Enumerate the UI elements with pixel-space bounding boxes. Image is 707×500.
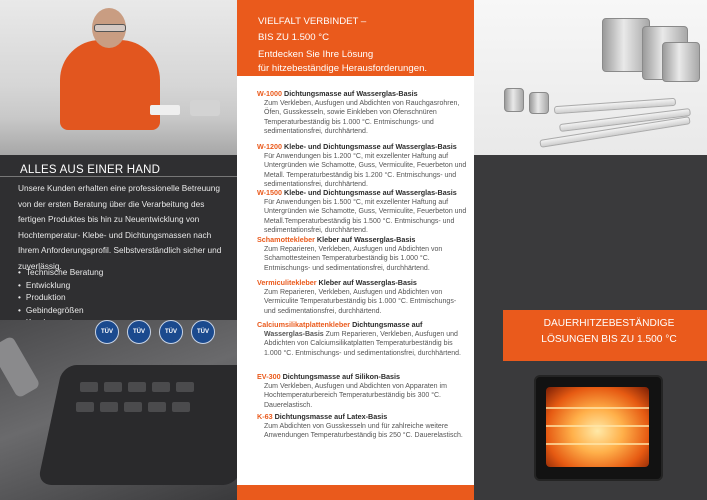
product-code: W-1500 — [257, 188, 283, 197]
product-description: Zum Reparieren, Verkleben, Ausfugen und Abdichten von Calciumsilikatplatten Temperaturbeständig bis 1.000 °C. Entmischungs- und sedimentationsfrei, durchhärtend. — [264, 330, 461, 357]
product-k63 — [257, 412, 469, 441]
product-description: Für Anwendungen bis 1.500 °C, mit exzellenter Haftung auf Untergründen wie Schamotte, Guss, Vermiculite, Feuerbeton und Metall.Temperaturbeständig bis 1.500 °C. Entmischungs- und sedimentationsfrei, durchhärtend. — [264, 198, 467, 235]
product-ev300 — [257, 372, 469, 410]
highlight-line: DAUERHITZEBESTÄNDIGE — [543, 318, 675, 329]
middle-footer-bar — [237, 485, 474, 500]
right-panel — [474, 0, 707, 500]
product-code: EV-300 — [257, 372, 281, 381]
product-title: Klebe- und Dichtungsmasse auf Wasserglas-Basis — [282, 142, 457, 151]
dispensing-photo — [0, 320, 237, 500]
feature-item: • Entwicklung — [18, 279, 103, 292]
product-title: Klebe- und Dichtungsmasse auf Wasserglas-Basis — [282, 188, 457, 197]
product-description: Zum Verkleben, Ausfugen und Abdichten von Apparaten im Hochtemperaturbereich Temperaturbeständig bis 300 °C. Dauerelastisch. — [264, 382, 447, 409]
product-title: Dichtungsmasse auf Latex-Basis — [272, 412, 388, 421]
feature-item: • Technische Beratung — [18, 266, 103, 279]
product-description: Für Anwendungen bis 1.200 °C, mit exzellenter Haftung auf Untergründen wie Schamotte, Guss, Vermiculite, Feuerbeton und Metall. Temperaturbeständig bis 1.200 °C. Entmischungs- und sedimentationsfrei, durchhärtend. — [264, 152, 467, 189]
product-title: Dichtungsmasse auf Wasserglas-Basis — [282, 89, 418, 98]
product-title: Dichtungsmasse auf — [350, 320, 423, 329]
header-line: für hitzebeständige Herausforderungen. — [258, 63, 428, 74]
product-code: K-63 — [257, 412, 273, 421]
product-title: Dichtungsmasse auf Silikon-Basis — [280, 372, 401, 381]
product-code: Schamottekleber — [257, 235, 315, 244]
tuv-badge-icon: TÜV — [191, 320, 215, 344]
product-code: Calciumsilikatplattenkleber — [257, 320, 351, 329]
furnace-photo — [534, 375, 663, 481]
header-line: BIS ZU 1.500 °C — [258, 32, 330, 43]
product-code: Vermiculitekleber — [257, 278, 317, 287]
product-code: W-1000 — [257, 89, 283, 98]
left-heading: ALLES AUS EINER HAND — [20, 164, 161, 176]
product-code: W-1200 — [257, 142, 283, 151]
header-line: Entdecken Sie Ihre Lösung — [258, 49, 374, 60]
middle-header — [237, 0, 474, 76]
left-panel — [0, 0, 237, 500]
product-packaging-photo — [474, 0, 707, 155]
product-schamottekleber — [257, 235, 469, 273]
product-vermiculitekleber — [257, 278, 469, 316]
product-title: Kleber auf Wasserglas-Basis — [314, 235, 416, 244]
product-w1500 — [257, 188, 469, 236]
tuv-badge-icon: TÜV — [95, 320, 119, 344]
product-description: Zum Reparieren, Verkleben, Ausfugen und Abdichten von Vermiculite Temperaturbeständig bis 1.000 °C. Entmischungs- und sedimentationsfrei, durchhärtend. — [264, 288, 457, 315]
product-title-continued: Wasserglas-Basis — [264, 330, 324, 338]
product-description: Zum Reparieren, Verkleben, Ausfugen und Abdichten von Schamottesteinen Temperaturbeständig bis 1.000 °C. Entmischungs- und sedimentationsfrei, durchhärtend. — [264, 245, 443, 272]
product-description: Zum Abdichten von Gusskesseln und für zahlreiche weitere Anwendungen Temperaturbeständig bis 250 °C. Dauerelastisch. — [264, 422, 463, 440]
product-title: Kleber auf Wasserglas-Basis — [316, 278, 417, 287]
product-calciumsilikatplattenkleber — [257, 320, 469, 358]
technician-photo — [0, 0, 237, 155]
middle-panel — [237, 0, 474, 500]
left-body-text: Unsere Kunden erhalten eine professionelle Betreuung von der ersten Beratung über die Verarbeitung des fertigen Produktes bis hin zu Neuentwicklung von Hochtemperatur- Klebe- und Dichtungsmassen nach Ihrem Anforderungsprofil. Selbstverständlich sicher und zuverlässig. — [18, 183, 222, 271]
tuv-badge-icon: TÜV — [127, 320, 151, 344]
product-description: Zum Verkleben, Ausfugen und Abdichten von Rauchgasrohren, Öfen, Gusskesseln, sowie Einkleben von Ofenschnüren Temperaturbeständig bis 1.000 °C. Entmischungs- und sedimentationsfrei, durchhärtend. — [264, 99, 460, 136]
tuv-badge-icon: TÜV — [159, 320, 183, 344]
highlight-line: LÖSUNGEN BIS ZU 1.500 °C — [541, 334, 677, 345]
feature-item: • Produktion — [18, 291, 103, 304]
product-w1000 — [257, 89, 469, 137]
product-w1200 — [257, 142, 469, 190]
divider — [0, 176, 237, 177]
header-line: VIELFALT VERBINDET – — [258, 16, 367, 27]
feature-item: • Gebindegrößen — [18, 304, 103, 317]
